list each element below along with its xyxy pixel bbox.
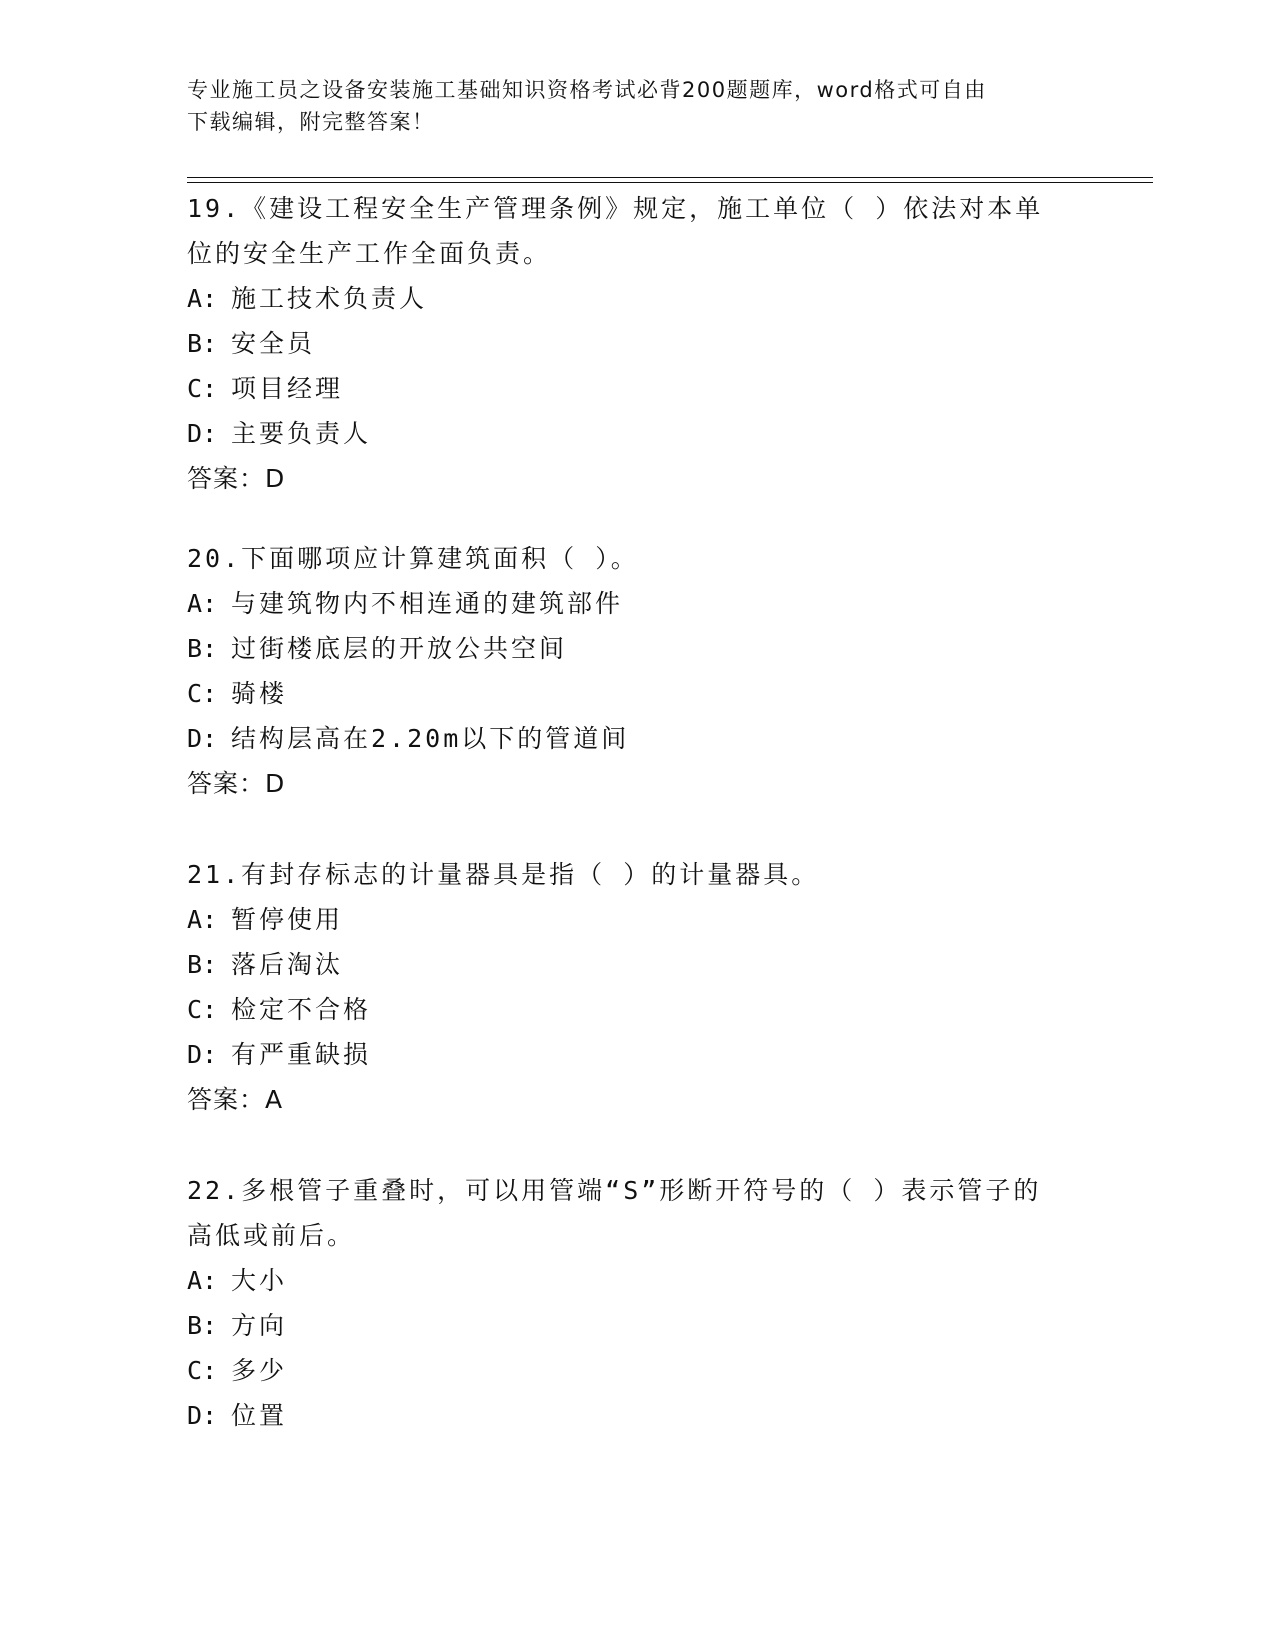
- option-letter: A:: [187, 589, 218, 618]
- option-text: 检定不合格: [231, 995, 372, 1024]
- option-letter: C:: [187, 679, 218, 708]
- option-c: [187, 671, 1087, 716]
- option-text: 大小: [231, 1266, 288, 1295]
- option-text: 多少: [231, 1356, 288, 1385]
- option-b: [187, 942, 1087, 987]
- question-stem: 高低或前后。: [187, 1221, 356, 1250]
- option-text: 结构层高在2.20m以下的管道间: [231, 724, 630, 753]
- option-d: [187, 1393, 1087, 1438]
- option-letter: C:: [187, 374, 218, 403]
- answer-line: 答案：D: [187, 769, 286, 798]
- option-d: [187, 716, 1087, 761]
- option-b: [187, 1303, 1087, 1348]
- header-line-1: 专业施工员之设备安装施工基础知识资格考试必背200题题库，word格式可自由: [187, 78, 987, 102]
- option-letter: D:: [187, 419, 218, 448]
- option-c: [187, 366, 1087, 411]
- option-letter: C:: [187, 995, 218, 1024]
- option-letter: A:: [187, 905, 218, 934]
- option-letter: C:: [187, 1356, 218, 1385]
- header-divider-bottom: [187, 182, 1153, 183]
- option-text: 暂停使用: [231, 905, 344, 934]
- option-text: 过街楼底层的开放公共空间: [231, 634, 568, 663]
- question-stem: 22.多根管子重叠时，可以用管端“S”形断开符号的（ ）表示管子的: [187, 1176, 1042, 1205]
- option-text: 位置: [231, 1401, 288, 1430]
- option-letter: A:: [187, 284, 218, 313]
- document-header: [187, 74, 1067, 138]
- option-b: [187, 626, 1087, 671]
- option-text: 方向: [231, 1311, 288, 1340]
- option-letter: D:: [187, 724, 218, 753]
- option-c: [187, 1348, 1087, 1393]
- option-text: 与建筑物内不相连通的建筑部件: [231, 589, 624, 618]
- option-letter: B:: [187, 329, 218, 358]
- option-text: 落后淘汰: [231, 950, 344, 979]
- option-text: 有严重缺损: [231, 1040, 372, 1069]
- header-divider-top: [187, 177, 1153, 178]
- question-stem: 20.下面哪项应计算建筑面积（ ）。: [187, 544, 639, 573]
- option-letter: D:: [187, 1040, 218, 1069]
- header-line-2: 下载编辑，附完整答案！: [187, 110, 435, 134]
- option-letter: D:: [187, 1401, 218, 1430]
- question-20: [187, 536, 1087, 806]
- option-a: [187, 581, 1087, 626]
- option-text: 项目经理: [231, 374, 344, 403]
- question-19: [187, 186, 1087, 501]
- option-a: [187, 276, 1087, 321]
- question-22: [187, 1168, 1087, 1438]
- question-stem: 位的安全生产工作全面负责。: [187, 239, 552, 268]
- option-letter: B:: [187, 950, 218, 979]
- option-letter: B:: [187, 1311, 218, 1340]
- option-c: [187, 987, 1087, 1032]
- option-d: [187, 1032, 1087, 1077]
- option-text: 骑楼: [231, 679, 288, 708]
- option-letter: A:: [187, 1266, 218, 1295]
- option-letter: B:: [187, 634, 218, 663]
- question-21: [187, 852, 1087, 1122]
- option-text: 安全员: [231, 329, 316, 358]
- option-text: 施工技术负责人: [231, 284, 428, 313]
- answer-line: 答案：D: [187, 464, 286, 493]
- question-stem: 19.《建设工程安全生产管理条例》规定，施工单位（ ）依法对本单: [187, 194, 1044, 223]
- option-b: [187, 321, 1087, 366]
- option-a: [187, 897, 1087, 942]
- question-stem: 21.有封存标志的计量器具是指（ ）的计量器具。: [187, 860, 820, 889]
- option-a: [187, 1258, 1087, 1303]
- answer-line: 答案：A: [187, 1085, 284, 1114]
- option-d: [187, 411, 1087, 456]
- option-text: 主要负责人: [231, 419, 372, 448]
